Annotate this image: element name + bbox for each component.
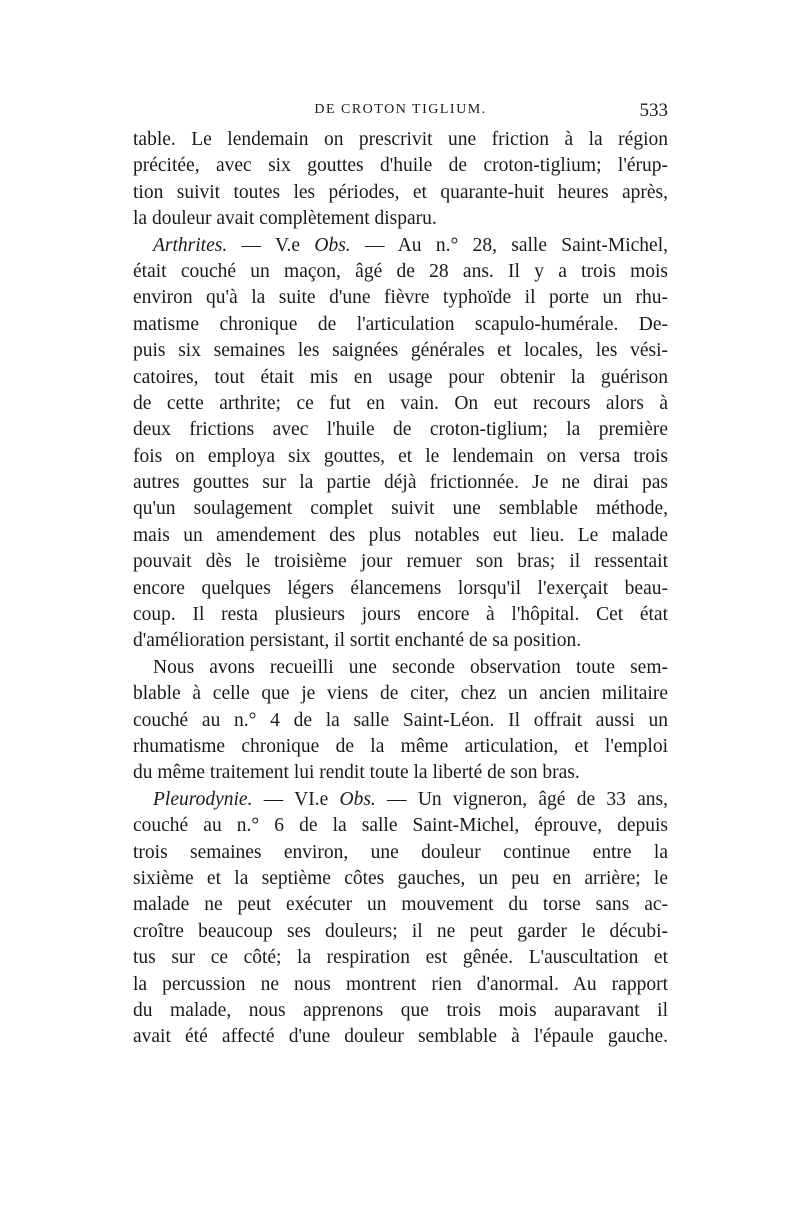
text-line: rhumatisme chronique de la même articulation, et l'emploi [133, 735, 668, 757]
text-line: couché au n.° 4 de la salle Saint-Léon. Il offrait aussi un [133, 709, 668, 731]
text-line: précitée, avec six gouttes d'huile de croton-tiglium; l'érup- [133, 155, 668, 177]
text-line: puis six semaines les saignées générales et locales, les vési- [133, 340, 668, 362]
text-line: matisme chronique de l'articulation scapulo-humérale. De- [133, 313, 668, 335]
text-line: d'amélioration persistant, il sortit enchanté de sa position. [133, 630, 582, 652]
running-title: DE CROTON TIGLIUM. [314, 102, 487, 117]
text-line: autres gouttes sur la partie déjà frictionnée. Je ne dirai pas [133, 472, 668, 494]
text-line: table. Le lendemain on prescrivit une friction à la région [133, 129, 668, 150]
text-line: du même traitement lui rendit toute la liberté de son bras. [133, 762, 580, 784]
text-line: sixième et la septième côtes gauches, un peu en arrière; le [133, 867, 668, 889]
text-line: coup. Il resta plusieurs jours encore à l'hôpital. Cet état [133, 604, 668, 626]
text-line: du malade, nous apprenons que trois mois auparavant il [133, 999, 668, 1021]
text-line: fois on employa six gouttes, et le lendemain on versa trois [133, 445, 668, 467]
section-label-pleurodynie: Pleurodynie. [153, 788, 253, 810]
observation-abbrev: Obs. [339, 788, 376, 810]
page-number: 533 [639, 100, 668, 121]
text-line: avait été affecté d'une douleur semblable à l'épaule gauche. [133, 1026, 668, 1048]
page-header [133, 100, 668, 124]
text-line: qu'un soulagement complet suivit une semblable méthode, [133, 498, 668, 520]
text-line: environ qu'à la suite d'une fièvre typhoïde il porte un rhu- [133, 287, 668, 309]
text-line: trois semaines environ, une douleur continue entre la [133, 841, 668, 863]
observation-abbrev: Obs. [314, 234, 351, 256]
body-text [133, 127, 668, 1051]
text-line: malade ne peut exécuter un mouvement du torse sans ac- [133, 894, 668, 916]
text-line: Nous avons recueilli une seconde observation toute sem- [153, 656, 668, 678]
text-line: de cette arthrite; ce fut en vain. On eut recours alors à [133, 392, 668, 414]
text-line: deux frictions avec l'huile de croton-tiglium; la première [133, 419, 668, 441]
text-line: couché au n.° 6 de la salle Saint-Michel, éprouve, depuis [133, 815, 668, 837]
text-line: mais un amendement des plus notables eut lieu. Le malade [133, 524, 668, 546]
text-line: la percussion ne nous montrent rien d'anormal. Au rapport [133, 973, 668, 995]
section-label-arthrites: Arthrites. [153, 234, 228, 256]
text-line: tion suivit toutes les périodes, et quarante-huit heures après, [133, 181, 668, 203]
text-line: tus sur ce côté; la respiration est gênée. L'auscultation et [133, 947, 668, 969]
observation-number: — V.e [227, 234, 315, 256]
text-line: encore quelques légers élancemens lorsqu'il l'exerçait beau- [133, 577, 668, 599]
text-line: catoires, tout était mis en usage pour obtenir la guérison [133, 366, 668, 388]
text-fragment: — Un vigneron, âgé de 33 ans, [375, 788, 668, 810]
text-fragment: — Au n.° 28, salle Saint-Michel, [350, 234, 668, 256]
observation-number: — VI.e [252, 788, 340, 810]
text-line: pouvait dès le troisième jour remuer son bras; il ressentait [133, 551, 668, 573]
text-line-arthrites [133, 233, 668, 259]
text-line: était couché un maçon, âgé de 28 ans. Il y a trois mois [133, 260, 668, 282]
text-line: la douleur avait complètement disparu. [133, 208, 437, 230]
text-line: blable à celle que je viens de citer, chez un ancien militaire [133, 683, 668, 705]
text-line: croître beaucoup ses douleurs; il ne peut garder le décubi- [133, 920, 668, 942]
text-line-pleurodynie [133, 787, 668, 813]
